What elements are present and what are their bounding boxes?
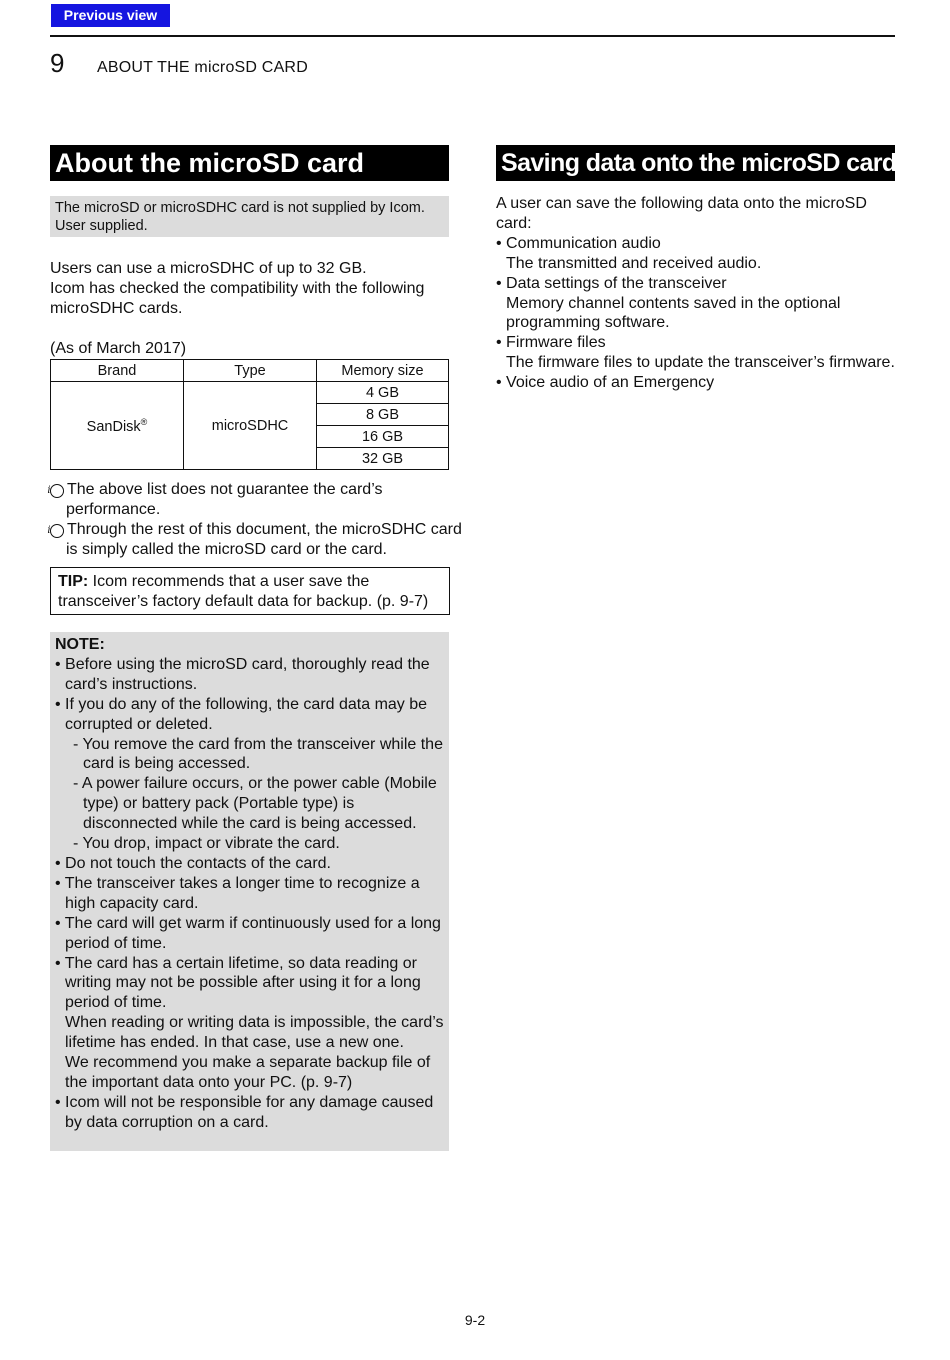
note-item: • The card has a certain lifetime, so data reading or writing may not be possible after using it for a long period of time.	[55, 954, 421, 1012]
as-of-date: (As of March 2017)	[50, 340, 187, 357]
table-header-row	[51, 360, 449, 382]
brand-name: SanDisk	[86, 418, 141, 435]
supply-note-box	[50, 196, 449, 237]
compatibility-table	[50, 359, 449, 470]
note-sub-item: - You remove the card from the transceiver while the card is being accessed.	[73, 735, 443, 773]
info-note-text: Through the rest of this document, the microSDHC card is simply called the microSD card or the card.	[66, 521, 462, 558]
note-sub-item: - A power failure occurs, or the power cable (Mobile type) or battery pack (Portable type) is disconnected while the card is being accessed.	[73, 775, 437, 833]
table-header-memory-size: Memory size	[317, 360, 449, 382]
table-header-type: Type	[184, 360, 317, 382]
info-icon: i	[50, 524, 64, 538]
note-continuation: We recommend you make a separate backup file of the important data onto your PC. (p. 9-7)	[65, 1054, 431, 1091]
info-icon: i	[50, 484, 64, 498]
note-item: • If you do any of the following, the card data may be corrupted or deleted.	[55, 695, 428, 733]
note-item: • Do not touch the contacts of the card.	[55, 854, 331, 872]
registered-mark: ®	[140, 416, 148, 427]
saving-item-desc: The transmitted and received audio.	[506, 254, 762, 272]
note-item: • Before using the microSD card, thoroughly read the card’s instructions.	[55, 655, 430, 693]
table-row	[51, 382, 449, 404]
previous-view-button[interactable]: Previous view	[51, 4, 170, 27]
chapter-title: ABOUT THE microSD CARD	[97, 59, 308, 76]
note-item: • The transceiver takes a longer time to recognize a high capacity card.	[55, 874, 420, 912]
memory-size-cell: 32 GB	[317, 448, 449, 470]
page-number: 9-2	[464, 1312, 486, 1328]
note-label: NOTE:	[55, 636, 105, 653]
note-box	[50, 632, 449, 1151]
note-continuation: When reading or writing data is impossible, the card’s lifetime has ended. In that case, use a new one.	[65, 1014, 444, 1052]
saving-item-desc: Memory channel contents saved in the optional programming software.	[506, 294, 841, 332]
saving-data-content	[496, 194, 895, 393]
section-heading-about: About the microSD card	[50, 145, 449, 181]
section-heading-saving: Saving data onto the microSD card	[496, 145, 895, 181]
chapter-number: 9	[50, 48, 65, 78]
header-rule	[50, 35, 895, 37]
brand-cell	[51, 382, 184, 470]
saving-intro: A user can save the following data onto the microSD card:	[496, 195, 867, 232]
info-note-text: The above list does not guarantee the card’s performance.	[66, 481, 383, 518]
info-note	[47, 520, 465, 560]
info-note	[47, 480, 465, 520]
supply-note-line: User supplied.	[55, 218, 148, 234]
table-header-brand: Brand	[51, 360, 184, 382]
saving-item: • Voice audio of an Emergency	[496, 374, 715, 392]
memory-size-cell: 16 GB	[317, 426, 449, 448]
tip-label: TIP:	[58, 573, 89, 590]
saving-item: • Communication audio	[496, 234, 661, 252]
tip-text: Icom recommends that a user save the transceiver’s factory default data for backup. (p. 9-7)	[58, 573, 429, 610]
saving-item-desc: The firmware files to update the transceiver’s firmware.	[506, 354, 895, 372]
type-cell: microSDHC	[184, 382, 317, 470]
intro-line: Icom has checked the compatibility with the following microSDHC cards.	[50, 280, 425, 317]
intro-line: Users can use a microSDHC of up to 32 GB.	[50, 260, 367, 277]
saving-item: • Data settings of the transceiver	[496, 274, 727, 292]
memory-size-cell: 4 GB	[317, 382, 449, 404]
tip-box	[50, 567, 450, 615]
memory-size-cell: 8 GB	[317, 404, 449, 426]
intro-text	[50, 259, 449, 319]
note-item: • Icom will not be responsible for any damage caused by data corruption on a card.	[55, 1093, 434, 1131]
note-item: • The card will get warm if continuously used for a long period of time.	[55, 914, 441, 952]
saving-item: • Firmware files	[496, 334, 606, 352]
note-sub-item: - You drop, impact or vibrate the card.	[73, 835, 340, 853]
supply-note-line: The microSD or microSDHC card is not supplied by Icom.	[55, 200, 425, 216]
